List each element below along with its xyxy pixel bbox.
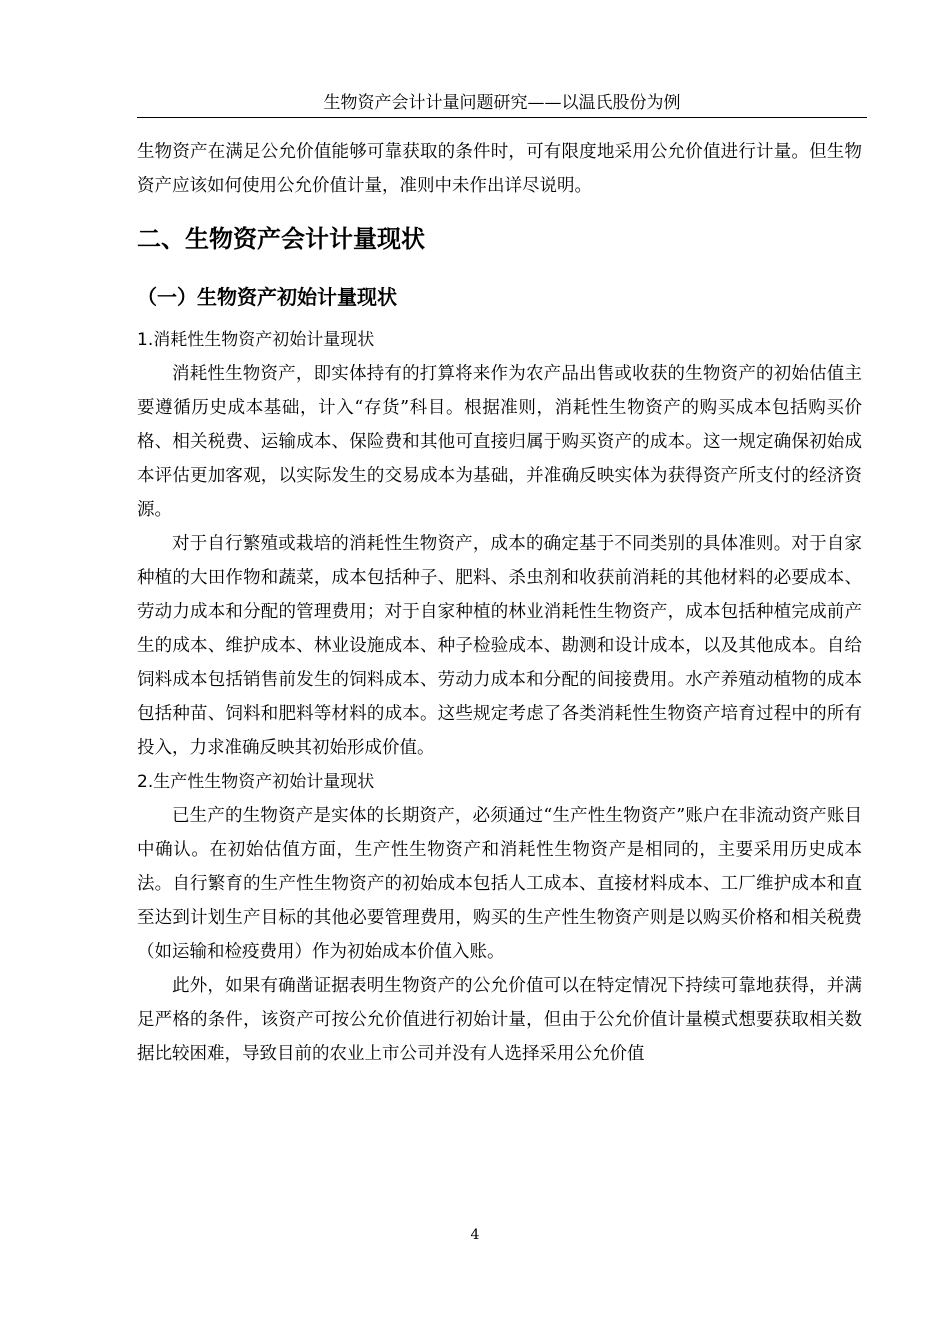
item2-heading: 2.生产性生物资产初始计量现状 [137,772,375,792]
section-heading: 二、生物资产会计计量现状 [137,225,425,253]
intro-paragraph: 生物资产在满足公允价值能够可靠获取的条件时，可有限度地采用公允价值进行计量。但生物资产应该如何使用公允价值计量，准则中未作出详尽说明。 [137,142,862,196]
running-header: 生物资产会计计量问题研究——以温氏股份为例 [137,92,867,118]
item1-paragraph-1: 消耗性生物资产，即实体持有的打算将来作为农产品出售或收获的生物资产的初始估值主要遵循历史成本基础，计入“存货”科目。根据准则，消耗性生物资产的购买成本包括购买价格、相关税费、运输成本、保险费和其他可直接归属于购买资产的成本。这一规定确保初始成本评估更加客观，以实际发生的交易成本为基础，并准确反映实体为获得资产所支付的经济资源。 [137,364,862,520]
item1-paragraph-2: 对于自行繁殖或栽培的消耗性生物资产，成本的确定基于不同类别的具体准则。对于自家种植的大田作物和蔬菜，成本包括种子、肥料、杀虫剂和收获前消耗的其他材料的必要成本、劳动力成本和分配的管理费用；对于自家种植的林业消耗性生物资产，成本包括种植完成前产生的成本、维护成本、林业设施成本、种子检验成本、勘测和设计成本，以及其他成本。自给饲料成本包括销售前发生的饲料成本、劳动力成本和分配的间接费用。水产养殖动植物的成本包括种苗、饲料和肥料等材料的成本。这些规定考虑了各类消耗性生物资产培育过程中的所有投入，力求准确反映其初始形成价值。 [137,534,862,758]
item1-heading: 1.消耗性生物资产初始计量现状 [137,330,375,350]
item2-paragraph-2: 此外，如果有确凿证据表明生物资产的公允价值可以在特定情况下持续可靠地获得，并满足严格的条件，该资产可按公允价值进行初始计量，但由于公允价值计量模式想要获取相关数据比较困难，导致目前的农业上市公司并没有人选择采用公允价值 [137,976,862,1064]
subsection-heading: （一）生物资产初始计量现状 [137,285,397,309]
item2-paragraph-1: 已生产的生物资产是实体的长期资产，必须通过“生产性生物资产”账户在非流动资产账目中确认。在初始估值方面，生产性生物资产和消耗性生物资产是相同的，主要采用历史成本法。自行繁育的生产性生物资产的初始成本包括人工成本、直接材料成本、工厂维护成本和直至达到计划生产目标的其他必要管理费用，购买的生产性生物资产则是以购买价格和相关税费（如运输和检疫费用）作为初始成本价值入账。 [137,806,862,962]
page-body [137,135,862,1071]
page-number: 4 [470,1227,480,1243]
